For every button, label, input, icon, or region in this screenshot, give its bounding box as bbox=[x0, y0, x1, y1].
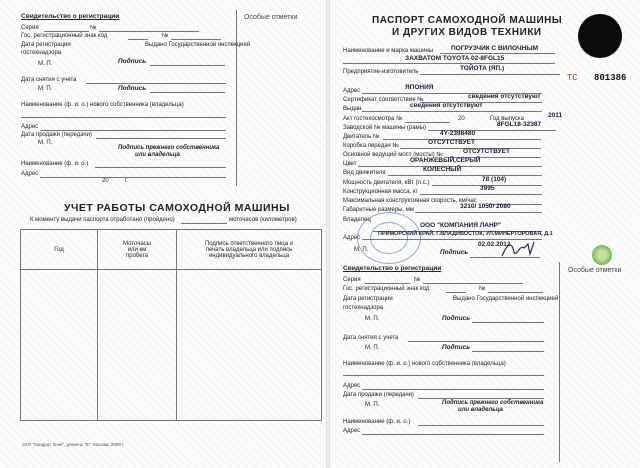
seal-icon bbox=[592, 245, 612, 265]
maker-address-value: ЯПОНИЯ bbox=[405, 84, 434, 91]
left-page: Свидетельство о регистрации Особые отметки Серия № Гос. регистрационный знак код № Дата регистрации Выдано Государственной инспекцией гостехнадзора М. П. Подпись Дата снятия с учета М. П. Подпись Наименование (ф. и. о.) нового собственника (владельца) Адрес Дата продажи (передачи) М. П. Подпись прежнего собственника или владельца Наименование (ф. и. о.) Адрес 20 г. УЧЕТ РАБОТЫ САМОХОДНОЙ МАШИНЫ К моменту выдачи паспорта отработано (пройдено) моточасов (километров) Год Моточасы или км пробега Подпись ответственного лица и печать владельца или подпись индивидуального владельца ЗАО "Кондрат Знак", уровень "Б", Москва, 2009 г. bbox=[0, 0, 326, 468]
work-log-table bbox=[20, 229, 322, 421]
col-hours-header: Моточасы или км пробега bbox=[98, 230, 177, 270]
owner-address-value: ПРИМОРСКИЙ КРАЙ, Г.ВЛАДИВОСТОК, УЛ.МИНЕРТОРОВАЯ, Д.1 bbox=[378, 231, 553, 237]
power-value: 78 (104) bbox=[482, 176, 507, 183]
work-log-title: УЧЕТ РАБОТЫ САМОХОДНОЙ МАШИНЫ bbox=[64, 202, 290, 214]
new-owner-label: Наименование (ф. и. о.) нового собственника (владельца) bbox=[21, 102, 184, 108]
plate-label: Гос. регистрационный знак код bbox=[21, 33, 108, 39]
col-signature-header: Подпись ответственного лица и печать владельца или подпись индивидуального владельца bbox=[177, 230, 322, 270]
issue-date-value: 02.02.2012 bbox=[478, 241, 511, 248]
maker-value: ТОЙОТА (ЯП.) bbox=[460, 65, 505, 72]
passport-spread: Свидетельство о регистрации Особые отметки Серия № Гос. регистрационный знак код № Дата регистрации Выдано Государственной инспекцией гостехнадзора М. П. Подпись Дата снятия с учета М. П. Подпись Наименование (ф. и. о.) нового собственника (владельца) Адрес Дата продажи (передачи) М. П. Подпись прежнего собственника или владельца Наименование (ф. и. о.) Адрес 20 г. УЧЕТ РАБОТЫ САМОХОДНОЙ МАШИНЫ К моменту выдачи паспорта отработано (пройдено) моточасов (километров) Год Моточасы или км пробега Подпись ответственного лица и печать владельца или подпись индивидуального владельца ЗАО "Кондрат Знак", уровень "Б", Москва, 2009 г. ПАСПОРТ САМОХОДНОЙ МАШИНЫ И ДРУГИХ ВИДОВ ТЕХНИКИ ТС 801386 Наименование и марка машины ПОГРУЗЧИК С ВИЛОЧНЫМ ЗАХВАТОМ TOYOTA 02-8FGL15 Предприятие-изготовитель ТОЙОТА (ЯП.) Адрес ЯПОНИЯ Сертификат соответствия № сведения отсутствуют Выдан сведения отсутствуют Акт гостехосмотра № 20 Год выпуска 2011 Заводской № машины (рамы) 8FGL18-32387 Двигатель № 4Y-2398480 Коробка передач № ОТСУТСТВУЕТ Основной ведущий мост (мосты) № ОТСУТСТВУЕТ Цвет ОРАНЖЕВЫЙ,СЕРЫЙ Вид движителя КОЛЕСНЫЙ Мощность двигателя, кВт (л.с.) 78 (104) Конструкционная масса, кг 3995 Максимальная конструктивная скорость, км/час Габаритные размеры, мм 3210/ 1050/ 2080 Владелец ООО "КОМПАНИЯ ЛАНР" Адрес ПРИМОРСКИЙ КРАЙ, Г.ВЛАДИВОСТОК, УЛ.МИНЕРТОРОВАЯ, Д.1 М. П. 02.02.2012 Подпись Свидетельство о регистрации Особые отметки Серия № Гос. регистрационный знак код № Дата регистрации Выдано Государственной инспекцией гостехнадзора М. П. Подпись Дата снятия с учета М. П. Подпись Наименование (ф. и. о.) нового собственника (владельца) Адрес Дата продажи (передачи) М. П. Подпись прежнего собственника или владельца Наименование (ф. и. о.) Адрес bbox=[0, 0, 640, 468]
mover-type-value: КОЛЕСНЫЙ bbox=[423, 166, 462, 173]
reg-date-label: Дата регистрации bbox=[21, 42, 71, 48]
certificate-issued-value: сведения отсутствуют bbox=[410, 102, 483, 109]
machine-name-value-1: ПОГРУЗЧИК С ВИЛОЧНЫМ bbox=[451, 45, 539, 52]
special-marks-label: Особые отметки bbox=[244, 14, 298, 21]
printer-footer: ЗАО "Кондрат Знак", уровень "Б", Москва, 2009 г. bbox=[22, 442, 125, 447]
registration-title: Свидетельство о регистрации bbox=[21, 13, 120, 20]
signature-label: Подпись bbox=[118, 58, 147, 65]
passport-title-2: И ДРУГИХ ВИДОВ ТЕХНИКИ bbox=[392, 27, 542, 38]
owner-name-short-label: Наименование (ф. и. о.) bbox=[21, 161, 89, 167]
special-marks-label-right: Особые отметки bbox=[568, 267, 622, 274]
address-label: Адрес bbox=[21, 124, 39, 130]
col-year-header: Год bbox=[21, 230, 98, 270]
prev-owner-signature-2: или владельца bbox=[135, 152, 180, 158]
handwritten-signature-icon bbox=[500, 238, 536, 260]
frame-number-value: 8FGL18-32387 bbox=[497, 121, 542, 128]
owner-value: ООО "КОМПАНИЯ ЛАНР" bbox=[420, 222, 502, 229]
year-value: 2011 bbox=[548, 112, 563, 119]
mass-value: 3995 bbox=[480, 185, 495, 192]
serial-number: 801386 bbox=[594, 73, 627, 83]
certificate-value: сведения отсутствуют bbox=[468, 93, 541, 100]
serial-prefix: ТС bbox=[567, 73, 578, 83]
dimensions-value: 3210/ 1050/ 2080 bbox=[460, 203, 511, 210]
table-row[interactable] bbox=[21, 270, 98, 421]
axle-value: ОТСУТСТВУЕТ bbox=[463, 148, 510, 155]
passport-title-1: ПАСПОРТ САМОХОДНОЙ МАШИНЫ bbox=[372, 15, 563, 26]
work-log-subtitle: К моменту выдачи паспорта отработано (пройдено) bbox=[30, 217, 175, 223]
engine-number-value: 4Y-2398480 bbox=[440, 130, 476, 137]
mp-stamp-label: М. П. bbox=[38, 61, 53, 67]
series-label: Серия bbox=[21, 25, 39, 31]
prev-owner-signature-1: Подпись прежнего собственника bbox=[118, 145, 220, 151]
sale-date-label: Дата продажи (передачи) bbox=[21, 132, 92, 138]
hologram-icon bbox=[578, 14, 622, 58]
registration-title-right: Свидетельство о регистрации bbox=[343, 265, 442, 272]
gearbox-value: ОТСУТСТВУЕТ bbox=[428, 139, 475, 146]
removal-date-label: Дата снятия с учета bbox=[21, 77, 77, 83]
machine-name-value-2: ЗАХВАТОМ TOYOTA 02-8FGL15 bbox=[405, 55, 505, 62]
color-value: ОРАНЖЕВЫЙ,СЕРЫЙ bbox=[410, 157, 481, 164]
